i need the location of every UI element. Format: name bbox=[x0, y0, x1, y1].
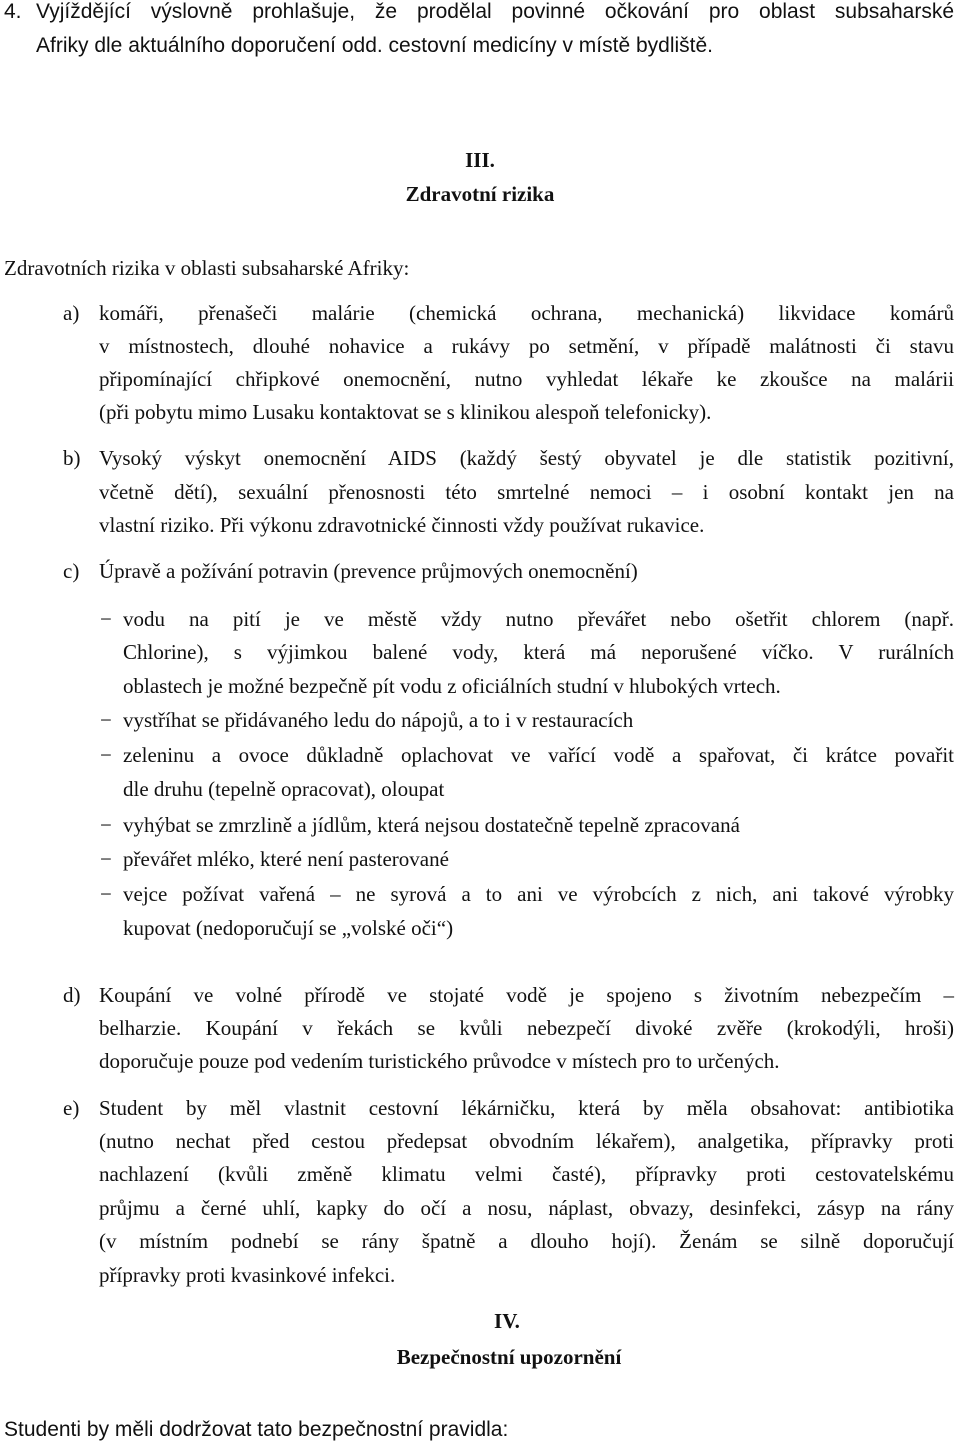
bullet-dash: − bbox=[100, 743, 112, 767]
bullet-line: vodu na pití je ve městě vždy nutno převářet nebo ošetřit chlorem (např. bbox=[123, 607, 954, 631]
item-e-line: přípravky proti kvasinkové infekci. bbox=[99, 1263, 396, 1287]
bullet-dash: − bbox=[100, 813, 112, 837]
item-e-line: průjmu a černé uhlí, kapky do očí a nosu, náplast, obvazy, desinfekci, zásyp na rány bbox=[99, 1196, 954, 1220]
item-b-line: včetně dětí), sexuální přenosnosti této smrtelné nemoci – i osobní kontakt jen na bbox=[99, 480, 954, 504]
bullet-line: vyhýbat se zmrzlině a jídlům, která nejsou dostatečně tepelně zpracovaná bbox=[123, 813, 740, 837]
item-d-marker: d) bbox=[63, 983, 81, 1007]
bullet-line: vystříhat se přidávaného ledu do nápojů, a to i v restauracích bbox=[123, 708, 634, 732]
bullet-dash: − bbox=[100, 607, 112, 631]
item-a-line: (při pobytu mimo Lusaku kontaktovat se s klinikou alespoň telefonicky). bbox=[99, 400, 712, 424]
item-e-line: nachlazení (kvůli změně klimatu velmi časté), přípravky proti cestovatelskému bbox=[99, 1162, 954, 1186]
item-c-marker: c) bbox=[63, 559, 80, 583]
bullet-line: zeleninu a ovoce důkladně oplachovat ve vařící vodě a spařovat, či krátce povařit bbox=[123, 743, 954, 767]
bullet-line: kupovat (nedoporučují se „volské oči“) bbox=[123, 916, 454, 940]
item-b-marker: b) bbox=[63, 446, 81, 470]
bullet-line: převářet mléko, které není pasterované bbox=[123, 847, 449, 871]
section-4-title: Bezpečnostní upozornění bbox=[396, 1345, 622, 1369]
bullet-line: oblastech je možné bezpečně pít vodu z oficiálních studní v hlubokých vrtech. bbox=[123, 674, 781, 698]
section-3-intro: Zdravotních rizika v oblasti subsaharské Afriky: bbox=[4, 256, 410, 280]
item-d-line: belharzie. Koupání v řekách se kvůli nebezpečí divoké zvěře (krokodýli, hroši) bbox=[99, 1016, 954, 1040]
bullet-dash: − bbox=[100, 708, 112, 732]
item-e-line: Student by měl vlastnit cestovní lékárničku, která by měla obsahovat: antibiotika bbox=[99, 1096, 954, 1120]
item-d-line: doporučuje pouze pod vedením turistického průvodce v místech pro to určených. bbox=[99, 1049, 780, 1073]
bullet-line: Chlorine), s výjimkou balené vody, která má neporušené víčko. V rurálních bbox=[123, 640, 954, 664]
bullet-line: dle druhu (tepelně opracovat), oloupat bbox=[123, 777, 445, 801]
bullet-line: vejce požívat vařená – ne syrová a to ani ve výrobcích z nich, ani takové výrobky bbox=[123, 882, 954, 906]
section-3-title: Zdravotní rizika bbox=[405, 182, 555, 206]
intro-item-line: Vyjíždějící výslovně prohlašuje, že prodělal povinné očkování pro oblast subsaharské bbox=[36, 0, 954, 23]
bullet-dash: − bbox=[100, 882, 112, 906]
section-3-numeral: III. bbox=[465, 148, 495, 172]
item-a-marker: a) bbox=[63, 301, 80, 325]
item-a-line: v místnostech, dlouhé nohavice a rukávy po setmění, v případě malátnosti či stavu bbox=[99, 334, 954, 358]
intro-item-line: Afriky dle aktuálního doporučení odd. cestovní medicíny v místě bydliště. bbox=[36, 34, 714, 57]
item-c-text: Úpravě a požívání potravin (prevence průjmových onemocnění) bbox=[99, 559, 638, 583]
section-4-intro: Studenti by měli dodržovat tato bezpečnostní pravidla: bbox=[4, 1418, 509, 1441]
item-b-line: Vysoký výskyt onemocnění AIDS (každý šestý obyvatel je dle statistik pozitivní, bbox=[99, 446, 954, 470]
intro-item-number: 4. bbox=[4, 0, 22, 23]
bullet-dash: − bbox=[100, 847, 112, 871]
item-e-line: (v místním podnebí se rány špatně a dlouho hojí). Ženám se silně doporučují bbox=[99, 1229, 954, 1253]
item-a-line: komáři, přenašeči malárie (chemická ochrana, mechanická) likvidace komárů bbox=[99, 301, 954, 325]
item-d-line: Koupání ve volné přírodě ve stojaté vodě je spojeno s životním nebezpečím – bbox=[99, 983, 954, 1007]
section-4-numeral: IV. bbox=[494, 1309, 520, 1333]
item-b-line: vlastní riziko. Při výkonu zdravotnické činnosti vždy používat rukavice. bbox=[99, 513, 705, 537]
item-e-marker: e) bbox=[63, 1096, 80, 1120]
item-a-line: připomínající chřipkové onemocnění, nutno vyhledat lékaře ke zkoušce na malárii bbox=[99, 367, 954, 391]
item-e-line: (nutno nechat před cestou předepsat obvodním lékařem), analgetika, přípravky proti bbox=[99, 1129, 954, 1153]
